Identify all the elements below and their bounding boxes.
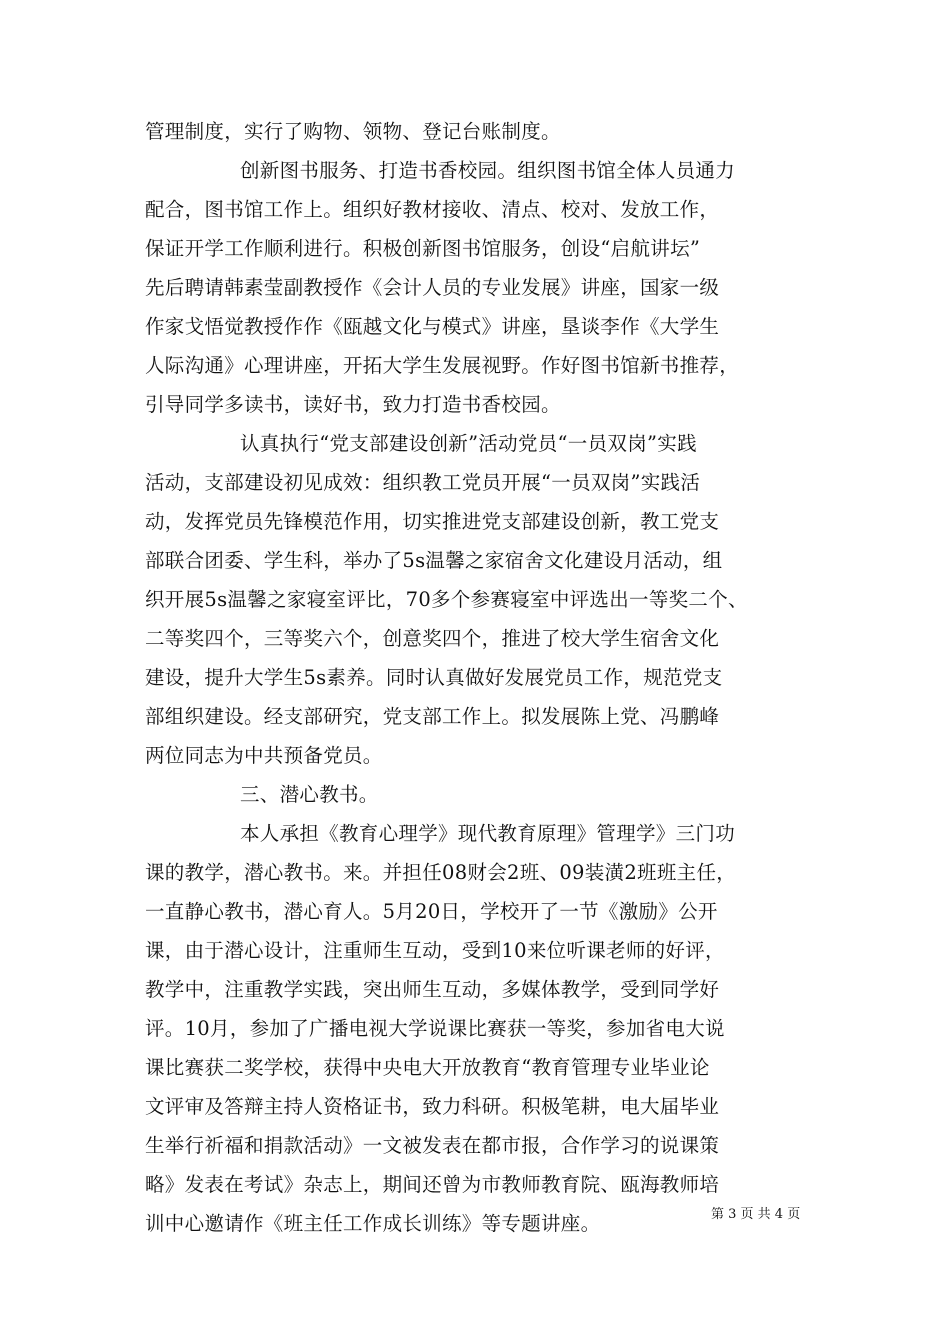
text-line: 管理制度，实行了购物、领物、登记台账制度。 bbox=[145, 120, 561, 143]
text-line: 引导同学多读书，读好书，致力打造书香校园。 bbox=[145, 393, 561, 416]
text-line: 一直静心教书，潜心育人。5月20日，学校开了一节《激励》公开 bbox=[145, 900, 718, 923]
text-line: 课比赛获二奖学校，获得中央电大开放教育“教育管理专业毕业论 bbox=[145, 1056, 710, 1079]
text-line: 二等奖四个，三等奖六个，创意奖四个，推进了校大学生宿舍文化 bbox=[145, 627, 720, 650]
text-line: 作家戈悟觉教授作作《瓯越文化与模式》讲座，垦谈李作《大学生 bbox=[145, 315, 720, 338]
text-line: 部组织建设。经支部研究，党支部工作上。拟发展陈上党、冯鹏峰 bbox=[145, 705, 720, 728]
text-line: 活动，支部建设初见成效：组织教工党员开展“一员双岗”实践活 bbox=[145, 471, 701, 494]
text-line: 两位同志为中共预备党员。 bbox=[145, 744, 383, 767]
text-line: 评。10月，参加了广播电视大学说课比赛获一等奖，参加省电大说 bbox=[145, 1017, 725, 1040]
text-line: 配合，图书馆工作上。组织好教材接收、清点、校对、发放工作， bbox=[145, 198, 720, 221]
text-line: 动，发挥党员先锋模范作用，切实推进党支部建设创新，教工党支 bbox=[145, 510, 720, 533]
paragraph-start-line: 创新图书服务、打造书香校园。组织图书馆全体人员通力 bbox=[240, 159, 736, 182]
text-line: 建设，提升大学生5s素养。同时认真做好发展党员工作，规范党支 bbox=[145, 666, 723, 689]
text-line: 先后聘请韩素莹副教授作《会计人员的专业发展》讲座，国家一级 bbox=[145, 276, 720, 299]
text-line: 略》发表在考试》杂志上，期间还曾为市教师教育院、瓯海教师培 bbox=[145, 1173, 720, 1196]
text-line: 生举行祈福和捐款活动》一文被发表在都市报，合作学习的说课策 bbox=[145, 1134, 720, 1157]
text-line: 课的教学，潜心教书。来。并担任08财会2班、09装潢2班班主任， bbox=[145, 861, 737, 884]
body-text bbox=[145, 112, 810, 1243]
page-number: 第 3 页 共 4 页 bbox=[711, 1207, 801, 1222]
text-line: 文评审及答辩主持人资格证书，致力科研。积极笔耕，电大届毕业 bbox=[145, 1095, 720, 1118]
text-line: 保证开学工作顺利进行。积极创新图书馆服务，创设“启航讲坛” bbox=[145, 237, 701, 260]
text-line: 部联合团委、学生科，举办了5s温馨之家宿舍文化建设月活动，组 bbox=[145, 549, 723, 572]
paragraph-start-line: 认真执行“党支部建设创新”活动党员“一员双岗”实践 bbox=[240, 432, 697, 455]
paragraph-start-line: 本人承担《教育心理学》现代教育原理》管理学》三门功 bbox=[240, 822, 736, 845]
text-line: 人际沟通》心理讲座，开拓大学生发展视野。作好图书馆新书推荐， bbox=[145, 354, 740, 377]
section-heading: 三、潜心教书。 bbox=[240, 783, 379, 806]
text-line: 训中心邀请作《班主任工作成长训练》等专题讲座。 bbox=[145, 1212, 601, 1235]
text-line: 织开展5s温馨之家寝室评比，70多个参赛寝室中评选出一等奖二个、 bbox=[145, 588, 748, 611]
text-line: 教学中，注重教学实践，突出师生互动，多媒体教学，受到同学好 bbox=[145, 978, 720, 1001]
text-line: 课，由于潜心设计，注重师生互动，受到10来位听课老师的好评， bbox=[145, 939, 725, 962]
